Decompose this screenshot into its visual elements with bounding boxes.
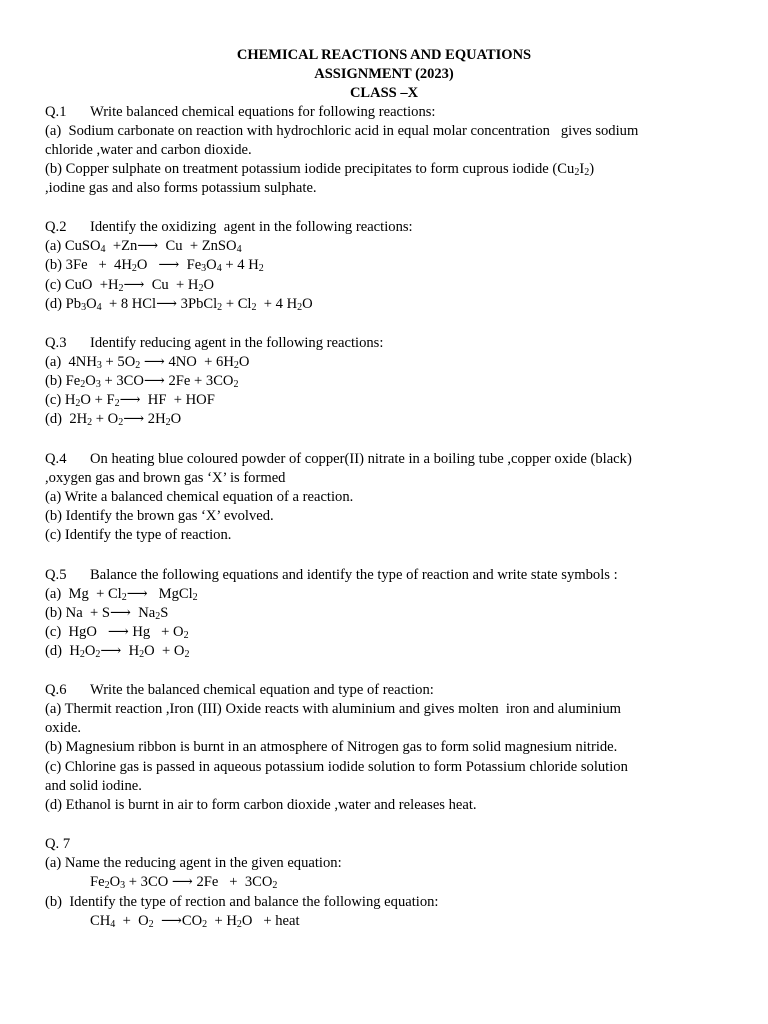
assignment-year: ASSIGNMENT (2023) [314,66,454,82]
equation-line: (a) $Mg + Cl_2⟶$ MgCl$_2$ [45,586,198,603]
question-line: (a) Write a balanced chemical equation of a reaction. [45,489,354,505]
question-line: and solid iodine. [45,778,142,794]
question-number: Q.1 [45,104,67,120]
equation-line: $Fe_2O_3 + 3CO$ ⟶ $2Fe + 3CO_2$ [90,874,278,891]
question-1-heading [45,103,735,122]
question-number: Q. 7 [45,836,71,852]
equation-line: (a) $4NH_3 + 5O_2$ ⟶ $4NO + 6H_2O$ [45,354,250,371]
question-prompt: Write balanced chemical equations for following reactions: [90,104,436,120]
equation-line: $CH_4 + O_2$ $⟶CO_2 + H_2O$ + heat [90,913,300,930]
question-prompt: On heating blue coloured powder of copper(II) nitrate in a boiling tube ,copper oxide (black) [90,451,632,467]
question-number: Q.5 [45,567,67,583]
question-number: Q.2 [45,219,67,235]
equation-line: (b) $Fe_2O_3$ + 3CO⟶ $2Fe + 3CO_2$ [45,373,239,390]
document-title: CHEMICAL REACTIONS AND EQUATIONS [236,47,532,63]
question-prompt: Identify reducing agent in the following reactions: [90,335,384,351]
question-number: Q.4 [45,451,67,467]
question-line: ,oxygen gas and brown gas ‘X’ is formed [45,470,286,486]
question-line: (b) Identify the brown gas ‘X’ evolved. [45,508,274,524]
question-line: ,iodine gas and also forms potassium sulphate. [45,180,317,196]
equation-line: (d) $Pb_3O_4 + 8$ HCl⟶ 3PbCl$_2$ + $Cl_2 + 4$ $H_2O$ [45,296,313,313]
question-line: (a) Name the reducing agent in the given equation: [45,855,342,871]
equation-line: (a) CuSO$_4$ +Zn⟶ Cu + ZnSO$_4$ [45,238,242,255]
question-line: (a) Sodium carbonate on reaction with hydrochloric acid in equal molar concentration gives sodium [45,123,639,139]
equation-line: (b) Na + S⟶ $Na_2S$ [45,605,169,622]
question-line: oxide. [45,720,82,736]
question-4-heading [45,450,735,469]
equation-line: (c) CuO $+H_2⟶$ $Cu + H_2O$ [45,277,214,294]
question-line: (b) Identify the type of rection and balance the following equation: [45,894,439,910]
question-6-heading [45,681,735,700]
question-line: (d) Ethanol is burnt in air to form carbon dioxide ,water and releases heat. [45,797,477,813]
question-prompt: Write the balanced chemical equation and type of reaction: [90,682,434,698]
question-7-heading [45,835,735,854]
question-5-heading [45,566,735,585]
equation-line: (d) $H_2O_2⟶$ $H_2O + O_2$ [45,643,190,660]
question-number: Q.3 [45,335,67,351]
equation-line: (b) $3Fe + 4H_2O$ ⟶ $Fe_3O_4 + 4$ $H_2$ [45,257,264,274]
question-prompt: Balance the following equations and identify the type of reaction and write state symbols : [90,567,618,583]
equation-line: (c) $H_2O$ + $F_2⟶$ HF + HOF [45,392,215,409]
question-number: Q.6 [45,682,67,698]
question-line: (b) Magnesium ribbon is burnt in an atmosphere of Nitrogen gas to form solid magnesium nitride. [45,739,618,755]
question-prompt: Identify the oxidizing agent in the following reactions: [90,219,413,235]
question-line: chloride ,water and carbon dioxide. [45,142,252,158]
class-label: CLASS –X [349,85,419,101]
question-line: (a) Thermit reaction ,Iron (III) Oxide reacts with aluminium and gives molten iron and aluminium [45,701,622,717]
question-line: (c) Identify the type of reaction. [45,527,232,543]
question-line: (b) Copper sulphate on treatment potassium iodide precipitates to form cuprous iodide $(Cu_2I_2)$ [45,161,595,178]
question-3-heading [45,334,735,353]
question-2-heading [45,218,735,237]
equation-line: (d) $2H_2$ + $O_2⟶$ $2H_2O$ [45,411,182,428]
equation-line: (c) HgO ⟶ $Hg + O_2$ [45,624,189,641]
question-line: (c) Chlorine gas is passed in aqueous potassium iodide solution to form Potassium chloride solution [45,759,628,775]
